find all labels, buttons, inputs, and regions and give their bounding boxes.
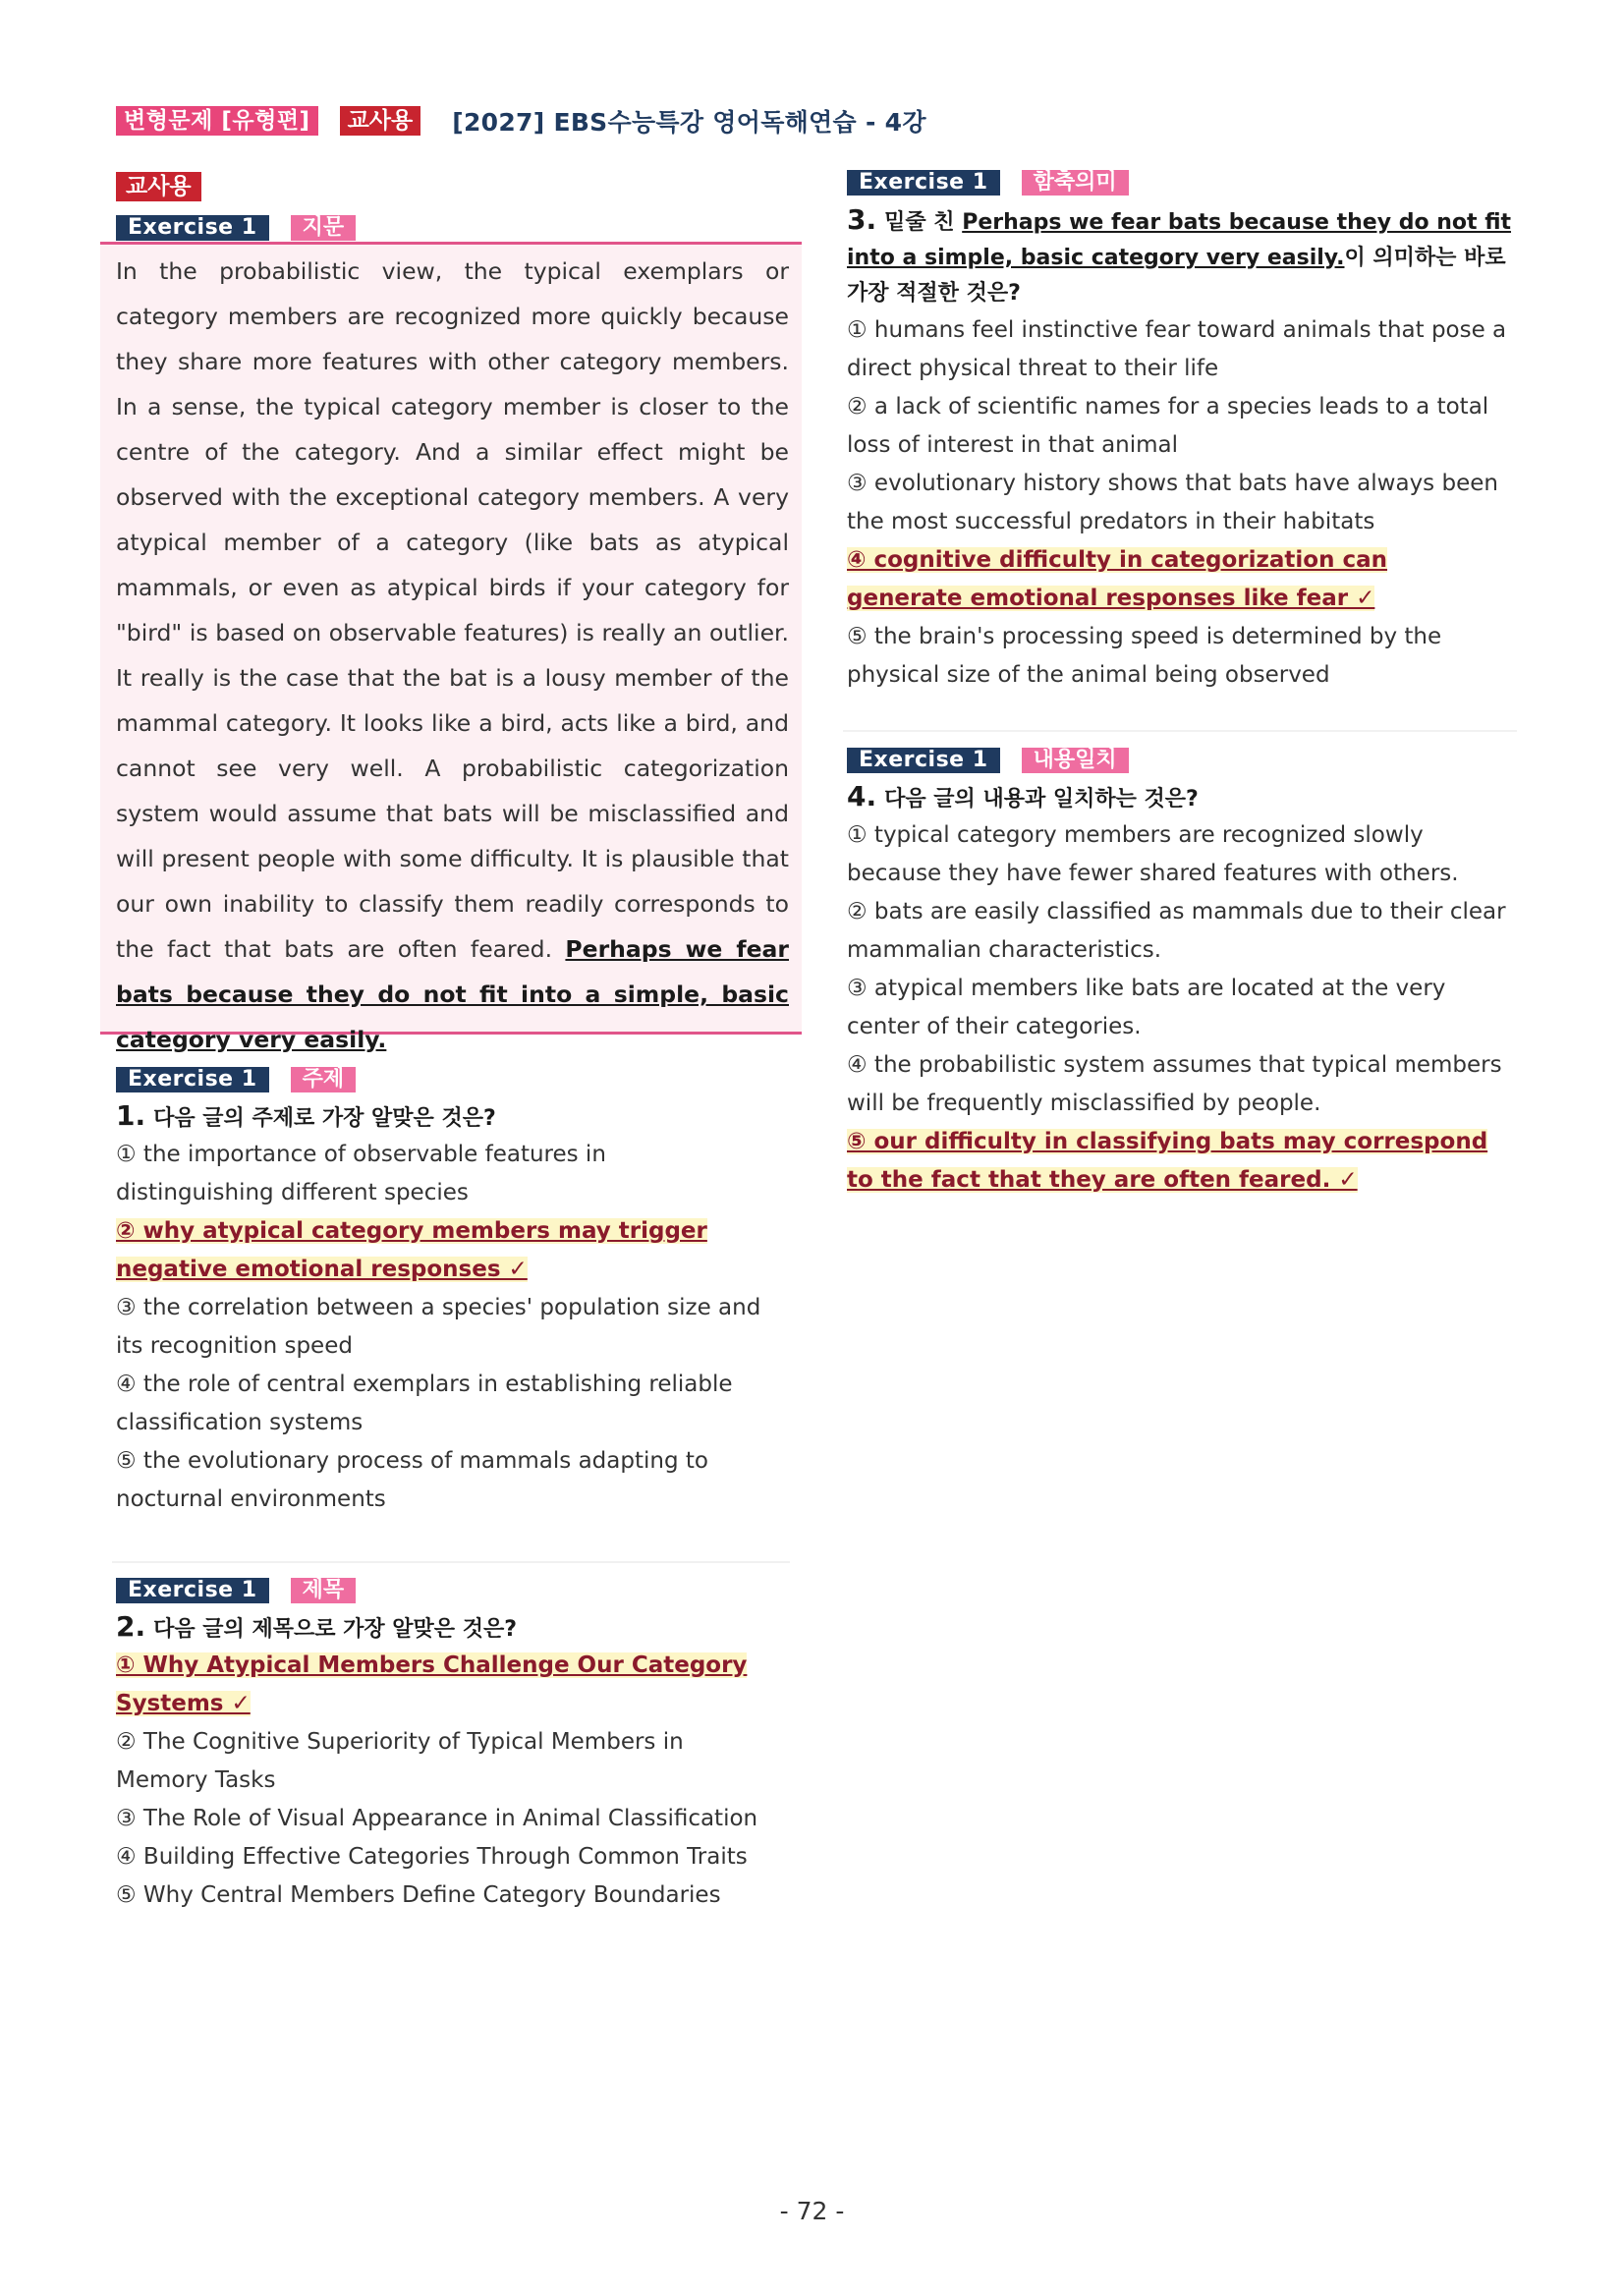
exercise-badge: Exercise 1: [847, 170, 1000, 196]
q3-option-2: ② a lack of scientific names for a species leads to a total loss of interest in that animal: [847, 394, 1489, 458]
section-divider: [843, 730, 1517, 732]
q3-option-5: ⑤ the brain's processing speed is determined by the physical size of the animal being observed: [847, 624, 1442, 688]
question-text: 다음 글의 내용과 일치하는 것은?: [884, 787, 1199, 812]
q3-option-1: ① humans feel instinctive fear toward animals that pose a direct physical threat to their life: [847, 317, 1507, 381]
q1-option-5: ⑤ the evolutionary process of mammals adapting to nocturnal environments: [116, 1448, 708, 1512]
question-number: 3.: [847, 203, 877, 236]
exercise-type-content-match: 내용일치: [1022, 748, 1129, 773]
passage-label-row: [116, 214, 789, 242]
question-text: 다음 글의 주제로 가장 알맞은 것은?: [153, 1106, 496, 1131]
question-3-title: [847, 202, 1515, 311]
q2-option-1-answer: ① Why Atypical Members Challenge Our Category Systems ✓: [116, 1652, 748, 1716]
question-underlined: Perhaps we fear bats because they do not fit into a simple, basic category very easily.: [847, 210, 1512, 270]
question-prefix: 밑줄 친: [884, 210, 963, 235]
question-number: 1.: [116, 1099, 146, 1132]
exercise-badge: Exercise 1: [847, 748, 1000, 773]
passage-body: In the probabilistic view, the typical exemplars or category members are recognized more quickly because they share more features with other category members. In a sense, the typical category member is closer to the centre of the category. And a similar effect might be observed with the exceptional category members. A very atypical member of a category (like bats as atypical mammals, or even as atypical birds if your category for "bird" is based on observable features) is really an outlier. It really is the case that the bat is a lousy member of the mammal category. It looks like a bird, acts like a bird, and cannot see very well. A probabilistic categorization system would assume that bats will be misclassified and will present people with some difficulty. It is plausible that our own inability to classify them readily corresponds to the fact that bats are often feared.: [116, 257, 789, 963]
question-number: 4.: [847, 780, 877, 812]
exercise-badge: Exercise 1: [116, 1578, 269, 1603]
q3-option-4-answer: ④ cognitive difficulty in categorization can generate emotional responses like fear ✓: [847, 547, 1388, 611]
question-1-title: [116, 1099, 789, 1136]
q1-option-3: ③ the correlation between a species' population size and its recognition speed: [116, 1295, 761, 1359]
q2-option-5: ⑤ Why Central Members Define Category Boundaries: [116, 1882, 721, 1908]
question-text: 다음 글의 제목으로 가장 알맞은 것은?: [153, 1617, 517, 1642]
header-tag-variant: 변형문제 [유형편]: [116, 106, 318, 136]
q4-option-5-answer: ⑤ our difficulty in classifying bats may correspond to the fact that they are often feared. ✓: [847, 1129, 1488, 1193]
exercise-badge: Exercise 1: [116, 1067, 269, 1092]
exercise-badge: Exercise 1: [116, 215, 269, 241]
page-header: [116, 104, 926, 138]
q3-option-3: ③ evolutionary history shows that bats have always been the most successful predators in their habitats: [847, 471, 1498, 534]
q2-option-2: ② The Cognitive Superiority of Typical Members in Memory Tasks: [116, 1729, 684, 1793]
q4-option-2: ② bats are easily classified as mammals due to their clear mammalian characteristics.: [847, 899, 1506, 963]
header-title: [2027] EBS수능특강 영어독해연습 - 4강: [452, 108, 926, 137]
question-suffix: 이 의미하는 바로 가장 적절한 것은?: [847, 246, 1506, 306]
teacher-tag: 교사용: [116, 172, 201, 201]
exercise-type-title: 제목: [291, 1578, 357, 1603]
q2-option-4: ④ Building Effective Categories Through Common Traits: [116, 1844, 748, 1870]
q1-option-2-answer: ② why atypical category members may trigger negative emotional responses ✓: [116, 1218, 707, 1282]
question-3: [847, 169, 1515, 695]
section-divider: [112, 1561, 790, 1563]
q4-option-4: ④ the probabilistic system assumes that typical members will be frequently misclassified by people.: [847, 1052, 1502, 1116]
exercise-type-topic: 주제: [291, 1067, 357, 1092]
q4-option-1: ① typical category members are recognized slowly because they have fewer shared features with others.: [847, 822, 1459, 886]
passage-text: [116, 249, 789, 1062]
question-2: [116, 1577, 789, 1915]
q4-option-3: ③ atypical members like bats are located at the very center of their categories.: [847, 976, 1446, 1039]
q1-option-1: ① the importance of observable features in distinguishing different species: [116, 1142, 606, 1205]
question-2-title: [116, 1610, 789, 1647]
passage-underlined-sentence: Perhaps we fear bats because they do not fit into a simple, basic category very easily.: [116, 935, 789, 1053]
page-number: - 72 -: [779, 2197, 845, 2225]
question-number: 2.: [116, 1610, 146, 1643]
exercise-type-implication: 함축의미: [1022, 170, 1129, 196]
q1-option-4: ④ the role of central exemplars in establishing reliable classification systems: [116, 1372, 733, 1435]
header-tag-teacher: 교사용: [340, 106, 421, 136]
question-4: [847, 747, 1515, 1200]
question-1: [116, 1066, 789, 1519]
question-4-title: [847, 780, 1515, 816]
q2-option-3: ③ The Role of Visual Appearance in Animal Classification: [116, 1806, 758, 1831]
exercise-type-passage: 지문: [291, 215, 357, 241]
